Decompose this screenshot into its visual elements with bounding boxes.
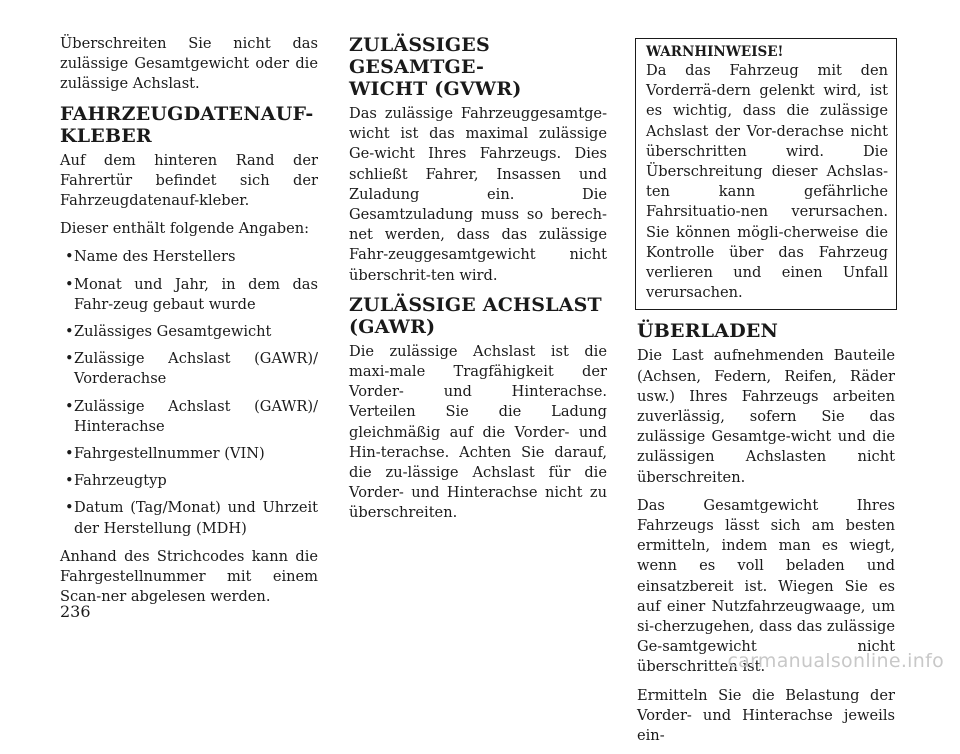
list-item: • Zulässige Achslast (GAWR)/ Vorderachse bbox=[60, 349, 318, 389]
list-item: • Datum (Tag/Monat) und Uhrzeit der Herstellung (MDH) bbox=[60, 498, 318, 538]
gvwr-paragraph: Das zulässige Fahrzeuggesamtge-wicht ist das maximal zulässige Ge-wicht Ihres Fahrzeugs. Dies schließt Fahrer, Insassen und Zuladung ein. Die Gesamtzuladung muss so berech-net werden, dass das zulässige Fahr-zeuggesamtgewicht nicht überschrit-ten wird. bbox=[349, 105, 607, 284]
warning-text: Da das Fahrzeug mit den Vorderrä-dern gelenkt wird, ist es wichtig, dass die zulässige Achslast der Vor-derachse nicht überschritten wird. Die Überschreitung dieser Achslas-ten kann gefährliche Fahrsituatio-nen verursachen. Sie können mögli-cherweise die Kontrolle über das Fahrzeug verlieren und einen Unfall verursachen. bbox=[646, 62, 888, 302]
overloading-paragraph-3: Ermitteln Sie die Belastung der Vorder- und Hinterachse jeweils ein- bbox=[637, 686, 895, 745]
label-location-paragraph: Auf dem hinteren Rand der Fahrertür befindet sich der Fahrzeugdatenauf-kleber. bbox=[60, 151, 318, 210]
label-contents-list bbox=[60, 247, 318, 538]
overloading-paragraph-2: Das Gesamtgewicht Ihres Fahrzeugs lässt sich am besten ermitteln, indem man es wiegt, wenn es voll beladen und einsatzbereit ist. Wiegen Sie es auf einer Nutzfahrzeugwaage, um si-cherzugehen, dass das zulässige Ge-samtgewicht nicht überschritten ist. bbox=[637, 496, 895, 676]
column-middle bbox=[349, 34, 607, 532]
heading-overloading: ÜBERLADEN bbox=[637, 320, 779, 343]
gawr-paragraph: Die zulässige Achslast ist die maxi-male Tragfähigkeit der Vorder- und Hinterachse. Verteilen Sie die Ladung gleichmäßig auf die Vorder- und Hin-terachse. Achten Sie darauf, die zu-lässige Achslast für die Vorder- und Hinterachse nicht zu überschreiten. bbox=[349, 342, 607, 522]
list-item: • Monat und Jahr, in dem das Fahr-zeug gebaut wurde bbox=[60, 275, 318, 315]
list-item: • Fahrzeugtyp bbox=[60, 471, 318, 491]
page-number: 236 bbox=[60, 602, 91, 621]
list-item: • Zulässiges Gesamtgewicht bbox=[60, 322, 318, 342]
heading-gawr: ZULÄSSIGE ACHSLAST (GAWR) bbox=[349, 293, 602, 338]
intro-paragraph: Überschreiten Sie nicht das zulässige Gesamtgewicht oder die zulässige Achslast. bbox=[60, 35, 318, 93]
list-item: • Fahrgestellnummer (VIN) bbox=[60, 444, 318, 464]
column-right bbox=[637, 34, 895, 754]
warning-title: WARNHINWEISE! bbox=[646, 44, 784, 60]
list-item: • Zulässige Achslast (GAWR)/ Hinterachse bbox=[60, 397, 318, 437]
warning-box bbox=[635, 38, 897, 310]
barcode-paragraph: Anhand des Strichcodes kann die Fahrgestellnummer mit einem Scan-ner abgelesen werden. bbox=[60, 547, 318, 606]
heading-vehicle-data-label: FAHRZEUGDATENAUF- KLEBER bbox=[60, 102, 314, 147]
watermark: carmanualsonline.info bbox=[727, 650, 944, 672]
column-left bbox=[60, 34, 318, 615]
overloading-paragraph-1: Die Last aufnehmenden Bauteile (Achsen, Federn, Reifen, Räder usw.) Ihres Fahrzeugs arbeiten zuverlässig, sofern Sie das zulässige Gesamtge-wicht und die zulässigen Achslasten nicht überschreiten. bbox=[637, 347, 895, 486]
label-contents-intro: Dieser enthält folgende Angaben: bbox=[60, 220, 310, 238]
list-item: • Name des Herstellers bbox=[60, 247, 318, 267]
heading-gvwr: ZULÄSSIGES GESAMTGE- WICHT (GVWR) bbox=[349, 34, 522, 100]
